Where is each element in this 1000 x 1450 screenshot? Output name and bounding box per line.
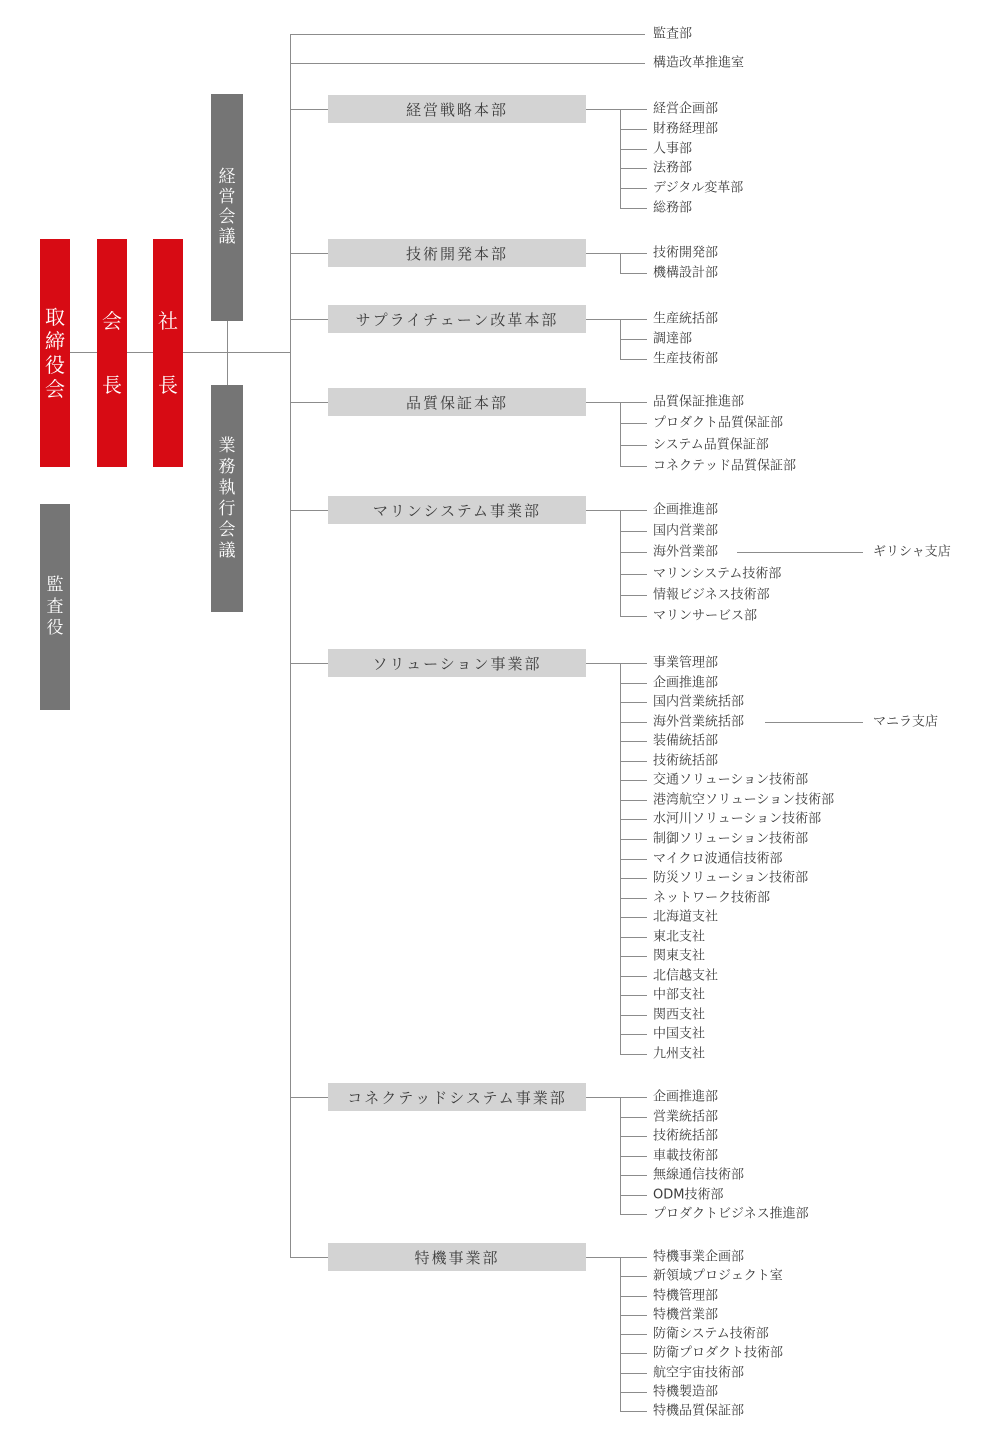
child-tick-line bbox=[620, 839, 647, 840]
trunk-line bbox=[290, 34, 291, 1257]
child-tick-line bbox=[620, 683, 647, 684]
division-child-vline bbox=[620, 402, 621, 466]
unit-label: 監査部 bbox=[653, 26, 693, 42]
child-tick-line bbox=[620, 273, 647, 274]
child-tick-line bbox=[620, 937, 647, 938]
child-tick-line bbox=[620, 1373, 647, 1374]
vertical-label: 監 査 役 bbox=[46, 575, 64, 638]
child-tick-line bbox=[620, 188, 647, 189]
division-box-3 bbox=[328, 305, 586, 333]
division-label: コネクテッドシステム事業部 bbox=[347, 1088, 567, 1107]
vertical-label: 経 営 会 議 bbox=[218, 166, 236, 248]
child-tick-line bbox=[620, 917, 647, 918]
division-branch-line bbox=[290, 1257, 328, 1258]
unit-label: 生産技術部 bbox=[653, 351, 719, 367]
chairman-box bbox=[97, 239, 127, 467]
child-tick-line bbox=[620, 1175, 647, 1176]
unit-label: 経営企画部 bbox=[653, 101, 719, 117]
child-tick-line bbox=[620, 898, 647, 899]
child-tick-line bbox=[620, 339, 647, 340]
child-tick-line bbox=[620, 1034, 647, 1035]
child-tick-line bbox=[620, 616, 647, 617]
branch-office-label: マニラ支店 bbox=[873, 714, 939, 730]
child-tick-line bbox=[620, 1156, 647, 1157]
unit-label: 企画推進部 bbox=[653, 675, 719, 691]
unit-label: プロダクトビジネス推進部 bbox=[653, 1206, 809, 1222]
unit-label: 防災ソリューション技術部 bbox=[653, 870, 809, 886]
child-tick-line bbox=[620, 574, 647, 575]
division-child-line bbox=[586, 1097, 647, 1098]
child-tick-line bbox=[620, 1334, 647, 1335]
board-of-directors-box bbox=[40, 239, 70, 467]
unit-label: 特機製造部 bbox=[653, 1384, 719, 1400]
unit-label: 総務部 bbox=[653, 200, 693, 216]
unit-label: 企画推進部 bbox=[653, 1089, 719, 1105]
unit-label: 車載技術部 bbox=[653, 1148, 719, 1163]
child-tick-line bbox=[620, 702, 647, 703]
child-tick-line bbox=[620, 1296, 647, 1297]
division-label: マリンシステム事業部 bbox=[372, 501, 542, 520]
child-tick-line bbox=[620, 445, 647, 446]
unit-label: 関西支社 bbox=[653, 1007, 706, 1023]
unit-label: システム品質保証部 bbox=[653, 437, 769, 453]
child-tick-line bbox=[620, 552, 647, 553]
vertical-label: 社 長 bbox=[158, 309, 178, 397]
division-child-vline bbox=[620, 510, 621, 616]
direct-unit-line bbox=[290, 63, 645, 64]
child-tick-line bbox=[620, 1015, 647, 1016]
direct-unit-line bbox=[290, 34, 645, 35]
unit-label: マリンシステム技術部 bbox=[653, 566, 782, 582]
child-tick-line bbox=[620, 423, 647, 424]
division-branch-line bbox=[290, 1097, 328, 1098]
child-tick-line bbox=[620, 149, 647, 150]
unit-label: 機構設計部 bbox=[653, 265, 719, 281]
unit-label: 制御ソリューション技術部 bbox=[653, 831, 809, 847]
unit-label: 関東支社 bbox=[653, 948, 706, 964]
child-tick-line bbox=[620, 1214, 647, 1215]
division-child-line bbox=[586, 1257, 647, 1258]
unit-label: 交通ソリューション技術部 bbox=[653, 772, 809, 788]
child-tick-line bbox=[620, 208, 647, 209]
child-tick-line bbox=[620, 595, 647, 596]
child-tick-line bbox=[620, 819, 647, 820]
vertical-label: 取 締 役 会 bbox=[45, 305, 65, 401]
unit-label: 技術統括部 bbox=[653, 753, 719, 769]
unit-label: 北海道支社 bbox=[653, 909, 719, 925]
branch-office-line bbox=[765, 722, 863, 723]
unit-label: 北信越支社 bbox=[653, 968, 719, 984]
unit-label: マイクロ波通信技術部 bbox=[653, 851, 783, 866]
unit-label: 技術統括部 bbox=[653, 1128, 719, 1144]
division-label: ソリューション事業部 bbox=[372, 654, 542, 673]
unit-label: 東北支社 bbox=[653, 929, 706, 945]
child-tick-line bbox=[620, 129, 647, 130]
division-box-2 bbox=[328, 239, 586, 267]
meeting-connector-line bbox=[227, 321, 228, 385]
unit-label: 無線通信技術部 bbox=[653, 1167, 745, 1183]
unit-label: 事業管理部 bbox=[653, 655, 719, 671]
unit-label: 生産統括部 bbox=[653, 311, 719, 327]
unit-label: コネクテッド品質保証部 bbox=[653, 458, 797, 474]
division-label: 特機事業部 bbox=[414, 1248, 500, 1267]
child-tick-line bbox=[620, 995, 647, 996]
unit-label: 技術開発部 bbox=[653, 245, 719, 261]
vertical-label: 会 長 bbox=[102, 309, 122, 397]
management-meeting-box bbox=[211, 94, 243, 321]
child-tick-line bbox=[620, 800, 647, 801]
child-tick-line bbox=[620, 761, 647, 762]
unit-label: ネットワーク技術部 bbox=[653, 890, 771, 906]
division-branch-line bbox=[290, 663, 328, 664]
child-tick-line bbox=[620, 531, 647, 532]
unit-label: 特機事業企画部 bbox=[653, 1249, 745, 1265]
unit-label: プロダクト品質保証部 bbox=[653, 415, 784, 431]
division-box-1 bbox=[328, 95, 586, 123]
unit-label: 中部支社 bbox=[653, 987, 706, 1003]
child-tick-line bbox=[620, 1054, 647, 1055]
vertical-label: 業 務 執 行 会 議 bbox=[218, 435, 236, 561]
unit-label: 航空宇宙技術部 bbox=[653, 1365, 745, 1380]
division-child-line bbox=[586, 510, 647, 511]
child-tick-line bbox=[620, 1411, 647, 1412]
division-child-line bbox=[586, 253, 647, 254]
auditors-box bbox=[40, 504, 70, 710]
unit-label: 調達部 bbox=[653, 331, 693, 347]
division-box-4 bbox=[328, 388, 586, 416]
unit-label: 特機品質保証部 bbox=[653, 1403, 745, 1419]
unit-label: ODM技術部 bbox=[653, 1187, 724, 1202]
child-tick-line bbox=[620, 859, 647, 860]
division-branch-line bbox=[290, 253, 328, 254]
division-branch-line bbox=[290, 109, 328, 110]
unit-label: マリンサービス部 bbox=[653, 608, 758, 624]
president-box bbox=[153, 239, 183, 467]
child-tick-line bbox=[620, 1353, 647, 1354]
unit-label: 防衛プロダクト技術部 bbox=[653, 1345, 784, 1361]
division-box-7 bbox=[328, 1083, 586, 1111]
unit-label: 企画推進部 bbox=[653, 502, 719, 518]
unit-label: 水河川ソリューション技術部 bbox=[653, 811, 822, 827]
child-tick-line bbox=[620, 956, 647, 957]
child-tick-line bbox=[620, 741, 647, 742]
child-tick-line bbox=[620, 1117, 647, 1118]
division-child-line bbox=[586, 663, 647, 664]
child-tick-line bbox=[620, 722, 647, 723]
unit-label: 新領域プロジェクト室 bbox=[653, 1268, 783, 1284]
division-branch-line bbox=[290, 510, 328, 511]
branch-office-line bbox=[737, 552, 863, 553]
division-branch-line bbox=[290, 402, 328, 403]
branch-office-label: ギリシャ支店 bbox=[873, 544, 951, 560]
division-box-8 bbox=[328, 1243, 586, 1271]
child-tick-line bbox=[620, 466, 647, 467]
unit-label: 品質保証推進部 bbox=[653, 394, 745, 410]
division-child-line bbox=[586, 319, 647, 320]
division-label: 技術開発本部 bbox=[405, 244, 508, 263]
division-child-vline bbox=[620, 253, 621, 273]
unit-label: 法務部 bbox=[653, 160, 693, 176]
unit-label: 中国支社 bbox=[653, 1026, 706, 1042]
division-label: 品質保証本部 bbox=[405, 393, 508, 412]
child-tick-line bbox=[620, 780, 647, 781]
child-tick-line bbox=[620, 1136, 647, 1137]
child-tick-line bbox=[620, 1195, 647, 1196]
child-tick-line bbox=[620, 359, 647, 360]
division-child-line bbox=[586, 402, 647, 403]
child-tick-line bbox=[620, 1392, 647, 1393]
division-box-6 bbox=[328, 649, 586, 677]
unit-label: 海外営業統括部 bbox=[653, 714, 745, 730]
division-child-vline bbox=[620, 109, 621, 208]
division-child-line bbox=[586, 109, 647, 110]
unit-label: 海外営業部 bbox=[653, 544, 719, 560]
child-tick-line bbox=[620, 1315, 647, 1316]
unit-label: 防衛システム技術部 bbox=[653, 1326, 769, 1342]
division-label: 経営戦略本部 bbox=[405, 100, 508, 119]
unit-label: 情報ビジネス技術部 bbox=[653, 587, 770, 603]
unit-label: 営業統括部 bbox=[653, 1109, 719, 1124]
division-branch-line bbox=[290, 319, 328, 320]
unit-label: 国内営業統括部 bbox=[653, 694, 745, 710]
child-tick-line bbox=[620, 168, 647, 169]
unit-label: デジタル変革部 bbox=[653, 180, 744, 196]
child-tick-line bbox=[620, 878, 647, 879]
division-label: サプライチェーン改革本部 bbox=[355, 310, 559, 329]
unit-label: 特機営業部 bbox=[653, 1307, 719, 1323]
executive-meeting-box bbox=[211, 385, 243, 612]
unit-label: 特機管理部 bbox=[653, 1288, 719, 1303]
child-tick-line bbox=[620, 1276, 647, 1277]
unit-label: 港湾航空ソリューション技術部 bbox=[653, 792, 835, 808]
unit-label: 装備統括部 bbox=[653, 733, 719, 749]
child-tick-line bbox=[620, 976, 647, 977]
unit-label: 九州支社 bbox=[653, 1046, 706, 1062]
unit-label: 構造改革推進室 bbox=[653, 55, 745, 71]
unit-label: 国内営業部 bbox=[653, 523, 719, 539]
unit-label: 財務経理部 bbox=[653, 121, 719, 137]
unit-label: 人事部 bbox=[653, 141, 693, 157]
division-box-5 bbox=[328, 496, 586, 524]
